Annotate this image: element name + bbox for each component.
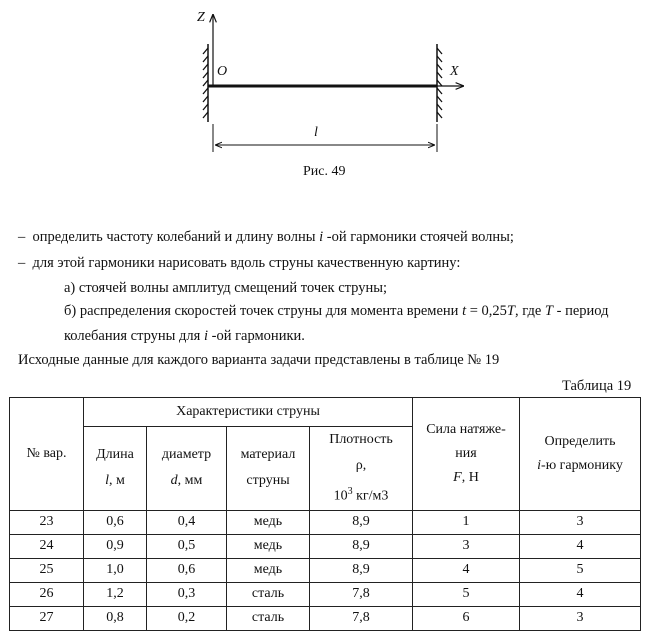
table-row (10, 606, 641, 630)
cell-density: 8,9 (310, 510, 413, 534)
cell-diameter: 0,5 (147, 534, 227, 558)
length-label: l (314, 125, 318, 140)
cell-material: медь (227, 558, 310, 582)
axis-z-label: Z (197, 10, 205, 25)
cell-material: сталь (227, 606, 310, 630)
table-row (10, 510, 641, 534)
cell-force: 6 (413, 606, 520, 630)
data-table (9, 397, 641, 631)
cell-material: сталь (227, 582, 310, 606)
axis-x-label: X (450, 64, 459, 79)
cell-var: 23 (10, 510, 84, 534)
cell-length: 0,8 (84, 606, 147, 630)
bullet-2: – для этой гармоники нарисовать вдоль струны качественную картину: (18, 255, 461, 271)
table-row (10, 558, 641, 582)
bullet-dash: – (18, 229, 33, 245)
cell-diameter: 0,6 (147, 558, 227, 582)
header-diameter: диаметр d, мм (147, 427, 227, 511)
cell-length: 1,2 (84, 582, 147, 606)
cell-diameter: 0,4 (147, 510, 227, 534)
cell-length: 0,9 (84, 534, 147, 558)
table-row (10, 582, 641, 606)
cell-force: 1 (413, 510, 520, 534)
cell-var: 25 (10, 558, 84, 582)
bullet-dash: – (18, 255, 33, 271)
header-force: Сила натяже- ния F, Н (413, 398, 520, 511)
cell-force: 4 (413, 558, 520, 582)
cell-diameter: 0,3 (147, 582, 227, 606)
cell-harmonic: 4 (520, 582, 641, 606)
cell-harmonic: 3 (520, 606, 641, 630)
header-variant: № вар. (10, 398, 84, 511)
cell-density: 7,8 (310, 606, 413, 630)
cell-material: медь (227, 534, 310, 558)
table-row (10, 534, 641, 558)
string-figure (0, 0, 666, 185)
cell-diameter: 0,2 (147, 606, 227, 630)
cell-density: 8,9 (310, 534, 413, 558)
item-b-continued: колебания струны для i -ой гармоники. (64, 328, 305, 344)
origin-label: O (217, 64, 228, 79)
header-density: Плотность ρ, $10^3$ кг/м3 (310, 427, 413, 511)
cell-harmonic: 5 (520, 558, 641, 582)
cell-force: 5 (413, 582, 520, 606)
table-caption: Таблица 19 (562, 378, 632, 394)
right-wall (437, 44, 442, 122)
left-wall (203, 44, 208, 122)
figure-caption: Рис. 49 (303, 164, 346, 179)
header-length: Длина l, м (84, 427, 147, 511)
cell-force: 3 (413, 534, 520, 558)
cell-harmonic: 3 (520, 510, 641, 534)
intro-text: Исходные данные для каждого варианта задачи представлены в таблице № 19 (18, 352, 500, 368)
cell-var: 27 (10, 606, 84, 630)
item-b: б) распределения скоростей точек струны для момента времени t = 0,25T, где T - период (64, 303, 609, 319)
cell-length: 1,0 (84, 558, 147, 582)
cell-var: 24 (10, 534, 84, 558)
cell-density: 7,8 (310, 582, 413, 606)
header-group: Характеристики струны (84, 398, 413, 427)
cell-harmonic: 4 (520, 534, 641, 558)
cell-density: 8,9 (310, 558, 413, 582)
item-a: а) стоячей волны амплитуд смещений точек струны; (64, 280, 388, 296)
cell-length: 0,6 (84, 510, 147, 534)
cell-material: медь (227, 510, 310, 534)
header-material: материал струны (227, 427, 310, 511)
cell-var: 26 (10, 582, 84, 606)
bullet-1: – определить частоту колебаний и длину волны i -ой гармоники стоячей волны; (18, 229, 514, 245)
header-harmonic: Определить i-ю гармонику (520, 398, 641, 511)
